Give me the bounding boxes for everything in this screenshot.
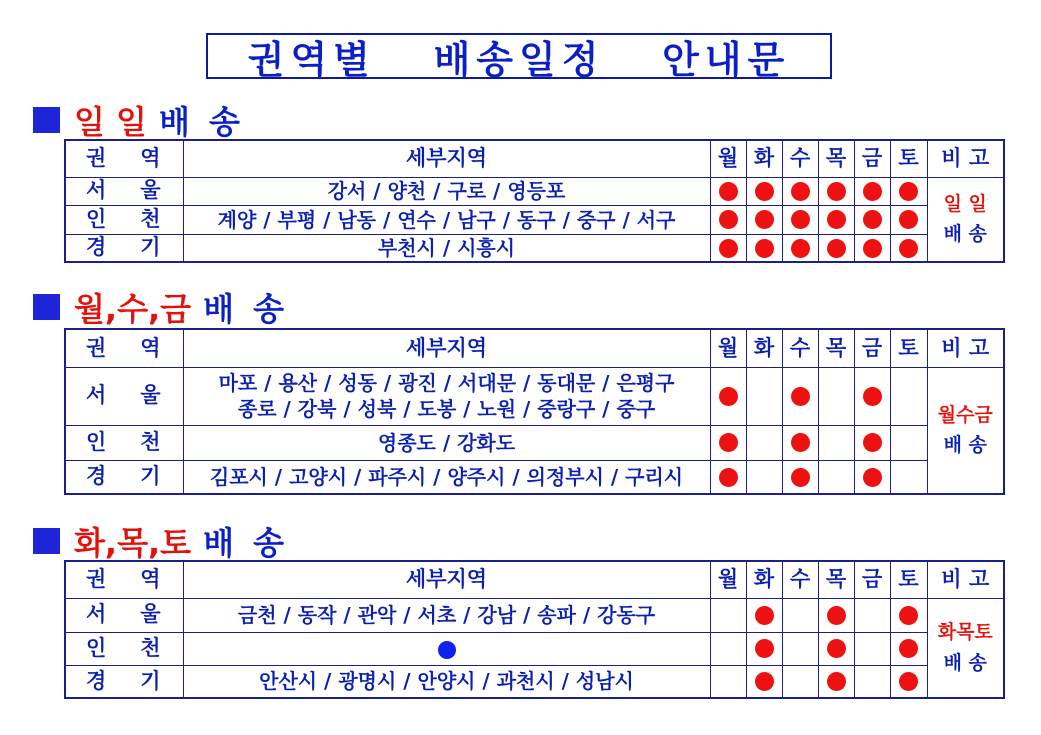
header-day-mon: 월 (710, 140, 746, 177)
delivery-dot-icon (791, 433, 810, 452)
delivery-dot-icon (827, 210, 846, 229)
day-cell-fri (854, 598, 890, 632)
delivery-dot-icon (755, 606, 774, 625)
header-day-sat: 토 (890, 140, 927, 177)
day-cell-sat (890, 234, 927, 262)
day-cell-tue (746, 205, 782, 234)
header-region: 권 역 (65, 140, 183, 177)
delivery-dot-icon (791, 182, 810, 201)
detail-cell (183, 632, 710, 665)
header-day-tue: 화 (746, 561, 782, 598)
header-region: 권 역 (65, 329, 183, 367)
delivery-dot-icon (755, 182, 774, 201)
table-row (65, 425, 1004, 460)
delivery-dot-icon (827, 672, 846, 691)
header-note: 비 고 (927, 140, 1004, 177)
day-cell-sat (890, 632, 927, 665)
detail-cell: 강서 / 양천 / 구로 / 영등포 (183, 177, 710, 205)
delivery-dot-icon (899, 182, 918, 201)
delivery-dot-icon (719, 210, 738, 229)
table-row (65, 367, 1004, 425)
day-cell-thu (818, 234, 854, 262)
page-title: 권역별 배송일정 안내문 (206, 33, 832, 79)
section-title-red: 일 일 (74, 103, 147, 141)
schedule-table-mon-wed-fri (64, 328, 1005, 495)
day-cell-fri (854, 205, 890, 234)
header-day-fri: 금 (854, 140, 890, 177)
region-cell: 인 천 (65, 425, 183, 460)
day-cell-thu (818, 177, 854, 205)
header-day-fri: 금 (854, 561, 890, 598)
delivery-dot-icon (719, 468, 738, 487)
day-cell-wed (782, 177, 818, 205)
header-day-sat: 토 (890, 329, 927, 367)
day-cell-mon (710, 460, 746, 494)
day-cell-sat (890, 367, 927, 425)
header-day-tue: 화 (746, 329, 782, 367)
delivery-dot-icon (899, 239, 918, 258)
delivery-dot-icon (899, 606, 918, 625)
note-red-text: 월수금 (937, 403, 993, 426)
header-day-fri: 금 (854, 329, 890, 367)
delivery-dot-icon (755, 672, 774, 691)
section-header-daily (33, 97, 244, 143)
schedule-table-daily (64, 139, 1005, 263)
region-cell: 경 기 (65, 460, 183, 494)
delivery-dot-icon (863, 433, 882, 452)
table-header-row (65, 140, 1004, 177)
day-cell-mon (710, 205, 746, 234)
delivery-dot-icon (899, 639, 918, 658)
delivery-dot-icon (719, 387, 738, 406)
table-row (65, 205, 1004, 234)
header-day-thu: 목 (818, 561, 854, 598)
table-row (65, 460, 1004, 494)
header-detail: 세부지역 (183, 140, 710, 177)
square-bullet-icon (33, 528, 60, 554)
delivery-dot-icon (827, 606, 846, 625)
note-cell (927, 177, 1004, 262)
delivery-dot-icon (755, 210, 774, 229)
day-cell-mon (710, 665, 746, 698)
delivery-dot-icon (791, 210, 810, 229)
delivery-dot-icon (863, 239, 882, 258)
header-detail: 세부지역 (183, 329, 710, 367)
delivery-dot-icon (863, 182, 882, 201)
table-row (65, 177, 1004, 205)
note-blue-text: 배 송 (943, 434, 987, 457)
day-cell-fri (854, 177, 890, 205)
section-header-tue-thu-sat (33, 518, 288, 564)
note-blue-text: 배 송 (943, 651, 987, 674)
day-cell-tue (746, 632, 782, 665)
day-cell-thu (818, 598, 854, 632)
header-day-wed: 수 (782, 561, 818, 598)
day-cell-mon (710, 234, 746, 262)
delivery-dot-icon (791, 239, 810, 258)
day-cell-wed (782, 665, 818, 698)
region-cell: 서 울 (65, 367, 183, 425)
note-red-text: 화목토 (937, 621, 993, 644)
region-cell: 경 기 (65, 234, 183, 262)
header-day-wed: 수 (782, 329, 818, 367)
delivery-dot-icon (827, 182, 846, 201)
day-cell-thu (818, 205, 854, 234)
day-cell-fri (854, 367, 890, 425)
day-cell-fri (854, 460, 890, 494)
day-cell-thu (818, 665, 854, 698)
day-cell-fri (854, 234, 890, 262)
note-cell (927, 598, 1004, 698)
header-day-sat: 토 (890, 561, 927, 598)
delivery-dot-icon (899, 672, 918, 691)
day-cell-tue (746, 234, 782, 262)
day-cell-wed (782, 598, 818, 632)
section-header-mon-wed-fri (33, 284, 288, 330)
delivery-dot-icon (719, 239, 738, 258)
region-cell: 서 울 (65, 177, 183, 205)
day-cell-tue (746, 460, 782, 494)
section-title-blue: 배 송 (158, 103, 244, 141)
delivery-dot-icon (863, 210, 882, 229)
delivery-dot-icon (827, 639, 846, 658)
note-cell (927, 367, 1004, 494)
header-day-thu: 목 (818, 140, 854, 177)
day-cell-sat (890, 665, 927, 698)
day-cell-tue (746, 598, 782, 632)
note-red-text: 일 일 (943, 192, 987, 215)
detail-cell: 계양 / 부평 / 남동 / 연수 / 남구 / 동구 / 중구 / 서구 (183, 205, 710, 234)
day-cell-thu (818, 632, 854, 665)
day-cell-wed (782, 205, 818, 234)
detail-line: 종로 / 강북 / 성북 / 도봉 / 노원 / 중랑구 / 중구 (237, 397, 656, 421)
day-cell-fri (854, 665, 890, 698)
day-cell-mon (710, 425, 746, 460)
delivery-dot-icon (791, 468, 810, 487)
header-region: 권 역 (65, 561, 183, 598)
delivery-dot-icon (863, 387, 882, 406)
day-cell-tue (746, 367, 782, 425)
day-cell-thu (818, 460, 854, 494)
day-cell-sat (890, 460, 927, 494)
detail-cell: 안산시 / 광명시 / 안양시 / 과천시 / 성남시 (183, 665, 710, 698)
header-day-thu: 목 (818, 329, 854, 367)
delivery-dot-icon (791, 387, 810, 406)
delivery-dot-icon (827, 239, 846, 258)
delivery-dot-icon (899, 210, 918, 229)
day-cell-wed (782, 460, 818, 494)
detail-cell: 김포시 / 고양시 / 파주시 / 양주시 / 의정부시 / 구리시 (183, 460, 710, 494)
day-cell-fri (854, 425, 890, 460)
day-cell-mon (710, 598, 746, 632)
day-cell-mon (710, 177, 746, 205)
header-note: 비 고 (927, 561, 1004, 598)
day-cell-sat (890, 425, 927, 460)
table-row (65, 598, 1004, 632)
blue-dot-marker (438, 641, 456, 659)
day-cell-wed (782, 632, 818, 665)
detail-cell: 영종도 / 강화도 (183, 425, 710, 460)
day-cell-tue (746, 425, 782, 460)
section-title-blue: 배 송 (203, 290, 289, 328)
day-cell-mon (710, 632, 746, 665)
section-title-red: 월,수,금 (74, 290, 192, 328)
day-cell-wed (782, 234, 818, 262)
section-title-red: 화,목,토 (74, 524, 192, 562)
detail-cell: 부천시 / 시흥시 (183, 234, 710, 262)
detail-cell: 금천 / 동작 / 관악 / 서초 / 강남 / 송파 / 강동구 (183, 598, 710, 632)
header-day-tue: 화 (746, 140, 782, 177)
day-cell-fri (854, 632, 890, 665)
day-cell-wed (782, 425, 818, 460)
header-day-mon: 월 (710, 329, 746, 367)
day-cell-thu (818, 425, 854, 460)
square-bullet-icon (33, 294, 60, 320)
header-day-wed: 수 (782, 140, 818, 177)
delivery-dot-icon (755, 239, 774, 258)
square-bullet-icon (33, 107, 60, 133)
region-cell: 서 울 (65, 598, 183, 632)
delivery-dot-icon (719, 182, 738, 201)
day-cell-sat (890, 598, 927, 632)
day-cell-tue (746, 177, 782, 205)
header-note: 비 고 (927, 329, 1004, 367)
day-cell-wed (782, 367, 818, 425)
region-cell: 경 기 (65, 665, 183, 698)
table-row (65, 665, 1004, 698)
day-cell-sat (890, 177, 927, 205)
day-cell-tue (746, 665, 782, 698)
delivery-dot-icon (755, 639, 774, 658)
header-day-mon: 월 (710, 561, 746, 598)
section-title-blue: 배 송 (203, 524, 289, 562)
table-row (65, 234, 1004, 262)
note-blue-text: 배 송 (943, 223, 987, 246)
delivery-dot-icon (863, 468, 882, 487)
region-cell: 인 천 (65, 205, 183, 234)
day-cell-mon (710, 367, 746, 425)
header-detail: 세부지역 (183, 561, 710, 598)
table-row (65, 632, 1004, 665)
delivery-dot-icon (719, 433, 738, 452)
detail-line: 마포 / 용산 / 성동 / 광진 / 서대문 / 동대문 / 은평구 (218, 371, 675, 395)
day-cell-thu (818, 367, 854, 425)
detail-cell (183, 367, 710, 425)
day-cell-sat (890, 205, 927, 234)
table-header-row (65, 561, 1004, 598)
region-cell: 인 천 (65, 632, 183, 665)
table-header-row (65, 329, 1004, 367)
schedule-table-tue-thu-sat (64, 560, 1005, 699)
